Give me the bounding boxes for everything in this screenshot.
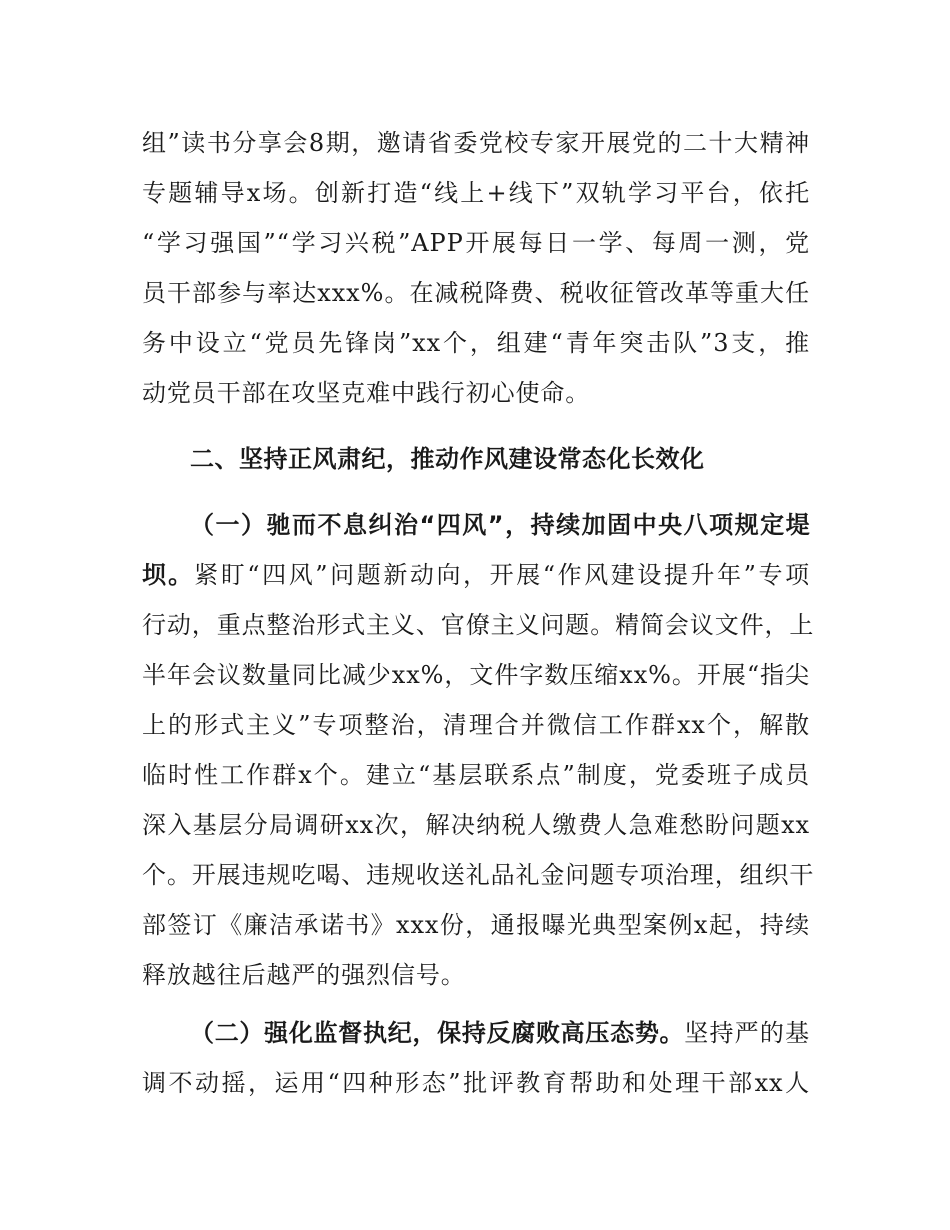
text-line bbox=[142, 560, 810, 590]
text-line: 半年会议数量同比减少xx%，文件字数压缩xx%。开展“指尖 bbox=[142, 661, 810, 689]
text-line: 部签订《廉洁承诺书》xxx份，通报曝光典型案例x起，持续 bbox=[142, 911, 810, 939]
text-line: “学习强国”“学习兴税”APP开展每日一学、每周一测，党 bbox=[142, 229, 810, 257]
text-line: 释放越往后越严的强烈信号。 bbox=[142, 961, 466, 989]
subsection-title: （二）强化监督执纪，保持反腐败高压态势。 bbox=[190, 1019, 685, 1047]
text-line: 临时性工作群x个。建立“基层联系点”制度，党委班子成员 bbox=[142, 761, 810, 789]
subsection-title-end: 坝。 bbox=[142, 561, 195, 589]
subsection-title: （一）驰而不息纠治“四风”，持续加固中央八项规定堤 bbox=[190, 511, 810, 539]
text-line: 专题辅导x场。创新打造“线上+线下”双轨学习平台，依托 bbox=[142, 179, 810, 207]
text-line: 调不动摇，运用“四种形态”批评教育帮助和处理干部xx人 bbox=[142, 1069, 810, 1097]
section-heading: 二、坚持正风肃纪，推动作风建设常态化长效化 bbox=[190, 445, 705, 473]
text-line bbox=[190, 1018, 810, 1048]
text-line: 动党员干部在攻坚克难中践行初心使命。 bbox=[142, 379, 591, 407]
text-line: 行动，重点整治形式主义、官僚主义问题。精简会议文件，上 bbox=[142, 611, 815, 639]
text-line: 深入基层分局调研xx次，解决纳税人缴费人急难愁盼问题xx bbox=[142, 811, 810, 839]
text-segment: 紧盯“四风”问题新动向，开展“作风建设提升年”专项 bbox=[194, 561, 810, 589]
text-line: 上的形式主义”专项整治，清理合并微信工作群xx个，解散 bbox=[142, 711, 810, 739]
text-line: 员干部参与率达xxx%。在减税降费、税收征管改革等重大任 bbox=[142, 279, 810, 307]
text-segment: 坚持严的基 bbox=[684, 1019, 810, 1047]
text-line: 个。开展违规吃喝、违规收送礼品礼金问题专项治理，组织干 bbox=[142, 861, 815, 889]
text-line: 务中设立“党员先锋岗”xx个，组建“青年突击队”3支，推 bbox=[142, 329, 810, 357]
text-line: 组”读书分享会8期，邀请省委党校专家开展党的二十大精神 bbox=[142, 129, 810, 157]
